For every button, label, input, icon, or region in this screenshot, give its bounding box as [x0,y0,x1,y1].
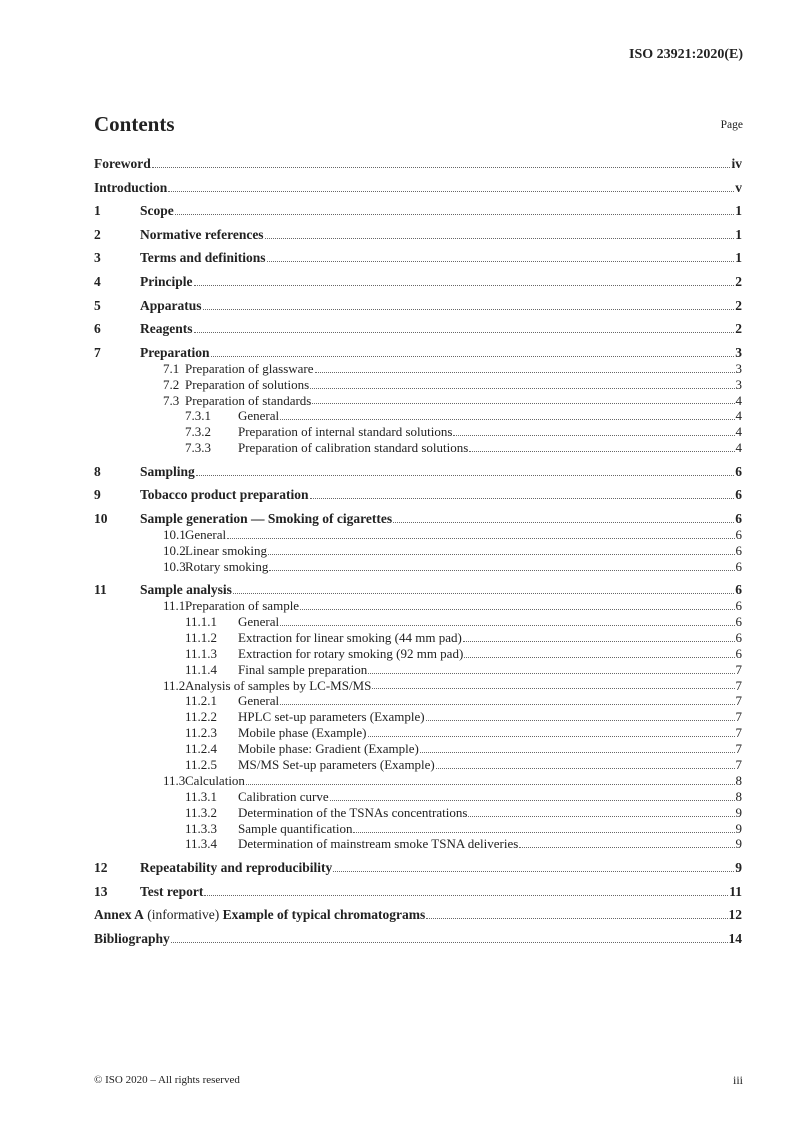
dot-leader [368,736,735,737]
toc-entry-page: 4 [735,392,742,408]
toc-entry-title: HPLC set-up parameters (Example) [238,709,425,725]
toc-entry[interactable] [94,630,742,646]
toc-entry-number: 7.3 [163,392,180,408]
toc-entry-number: 11.1.3 [185,645,218,661]
toc-entry-number: Annex A [94,907,144,923]
toc-entry-number: 9 [94,487,101,503]
toc-entry[interactable] [94,709,742,725]
toc-entry-number: 11.3.4 [185,836,218,852]
toc-entry-page: 9 [735,820,742,836]
toc-entry-title: Terms and definitions [140,250,266,266]
toc-entry-title: Test report [140,883,204,899]
toc-entry-title: Sampling [140,463,195,479]
toc-entry-title: Preparation of standards [185,392,312,408]
toc-entry-page: 2 [735,273,742,289]
toc-entry-title: Introduction [94,179,168,195]
toc-entry-title: Bibliography [94,930,170,946]
toc-entry-page: 4 [735,424,742,440]
dot-leader [265,238,735,239]
toc-entry-number: 11.3 [163,772,186,788]
dot-leader [310,498,735,499]
toc-entry[interactable] [94,789,742,805]
toc-entry-title: Determination of mainstream smoke TSNA deliveries [238,836,519,852]
toc-entry[interactable] [94,321,742,337]
toc-entry[interactable] [94,693,742,709]
toc-entry-page: 6 [735,598,742,614]
toc-entry[interactable] [94,614,742,630]
dot-leader [353,832,734,833]
toc-entry-page: 1 [735,226,742,242]
toc-entry[interactable] [94,757,742,773]
toc-entry-title: Apparatus [140,297,202,313]
toc-entry[interactable] [94,646,742,662]
dot-leader [280,419,734,420]
toc-entry-page: 7 [735,709,742,725]
toc-entry[interactable] [94,487,742,503]
toc-entry-page: 6 [735,582,742,598]
toc-entry-page: 6 [735,487,742,503]
toc-entry-title: MS/MS Set-up parameters (Example) [238,757,435,773]
toc-entry-page: 7 [735,725,742,741]
dot-leader [233,593,734,594]
toc-entry-number: 13 [94,883,108,899]
toc-entry-number: 11.3.2 [185,804,218,820]
dot-leader [300,609,734,610]
toc-entry-title: Reagents [140,321,193,337]
dot-leader [393,522,734,523]
dot-leader [269,570,734,571]
toc-entry[interactable] [94,582,742,598]
page-title: Contents [94,112,175,136]
toc-entry-page: 6 [735,645,742,661]
toc-entry-page: 3 [735,344,742,360]
dot-leader [463,641,735,642]
toc-entry[interactable] [94,203,742,219]
dot-leader [175,214,735,215]
dot-leader [312,403,734,404]
toc-entry-number: 10.2 [163,542,186,558]
toc-entry[interactable] [94,678,742,694]
toc-entry-page: 1 [735,250,742,266]
toc-entry-title: General [238,693,280,709]
toc-entry[interactable] [94,408,742,424]
toc-entry[interactable] [94,837,742,853]
toc-entry[interactable] [94,227,742,243]
toc-entry-number: 11.2 [163,677,186,693]
dot-leader [246,784,735,785]
dot-leader [227,538,734,539]
toc-entry-number: 6 [94,321,101,337]
toc-entry-number: 11.1 [163,598,186,614]
dot-leader [333,871,734,872]
dot-leader [204,895,728,896]
toc-entry-page: 8 [735,788,742,804]
dot-leader [168,191,734,192]
toc-entry[interactable] [94,821,742,837]
dot-leader [426,918,727,919]
toc-entry-title: Repeatability and reproducibility [140,859,333,875]
dot-leader [280,625,734,626]
dot-leader [453,435,734,436]
toc-entry-page: 6 [735,558,742,574]
dot-leader [211,356,735,357]
toc-entry-page: 6 [735,614,742,630]
toc-entry-number: 7 [94,344,101,360]
toc-entry-number: 5 [94,297,101,313]
toc-entry[interactable] [94,884,742,900]
dot-leader [268,554,735,555]
toc-entry-page: 11 [729,883,742,899]
toc-entry[interactable] [94,298,742,314]
toc-entry-page: 6 [735,510,742,526]
toc-entry-page: 6 [735,526,742,542]
toc-entry[interactable] [94,662,742,678]
toc-entry-number: 7.1 [163,360,180,376]
toc-entry-page: 4 [735,408,742,424]
toc-entry-title: Determination of the TSNAs concentrations [238,804,468,820]
dot-leader [426,720,735,721]
dot-leader [315,372,735,373]
toc-entry[interactable] [94,907,742,923]
dot-leader [267,261,735,262]
toc-entry-page: 6 [735,542,742,558]
toc-entry-number: 11.2.4 [185,741,218,757]
toc-entry-page: 3 [735,376,742,392]
toc-entry[interactable] [94,598,742,614]
toc-entry-title: Preparation of internal standard solutions [238,424,453,440]
dot-leader [464,657,734,658]
toc-entry[interactable] [94,931,742,947]
toc-entry-number: 12 [94,859,108,875]
toc-entry-page: 9 [735,836,742,852]
toc-entry[interactable] [94,464,742,480]
toc-entry[interactable] [94,805,742,821]
toc-entry-title: General [238,408,280,424]
toc-entry-title: Principle [140,273,193,289]
toc-entry[interactable] [94,511,742,527]
toc-entry-number: 11.2.2 [185,709,218,725]
toc-entry-number: 11.2.3 [185,725,218,741]
dot-leader [203,309,735,310]
dot-leader [310,388,734,389]
toc-entry-page: iv [731,156,742,171]
dot-leader [420,752,735,753]
toc-entry-title: Mobile phase (Example) [238,725,367,741]
page-column-label: Page [720,119,743,131]
toc-entry[interactable] [94,180,742,196]
toc-entry-page: 7 [735,757,742,773]
toc-entry-number: 7.3.1 [185,408,211,424]
page-number: iii [732,1073,743,1087]
toc-entry-title: Preparation of calibration standard solutions [238,440,469,456]
toc-entry-number: 11 [94,582,107,598]
toc-entry-number: 7.3.3 [185,440,211,456]
toc-entry-title: Analysis of samples by LC-MS/MS [185,677,372,693]
toc-entry-number: 11.1.1 [185,614,218,630]
dot-leader [196,475,734,476]
toc-entry-number: 11.2.1 [185,693,218,709]
toc-entry-title: Sample quantification [238,820,353,836]
toc-entry[interactable] [94,725,742,741]
toc-entry[interactable] [94,274,742,290]
toc-entry-title: Normative references [140,226,264,242]
toc-entry-title: Sample analysis [140,582,232,598]
toc-entry-page: 7 [735,661,742,677]
toc-entry[interactable] [94,860,742,876]
toc-entry[interactable] [94,741,742,757]
toc-entry[interactable] [94,440,742,456]
toc-entry-page: 14 [728,930,742,946]
toc-entry-number: 2 [94,226,101,242]
toc-entry[interactable] [94,424,742,440]
toc-entry-title: Rotary smoking [185,558,269,574]
toc-entry-number: 11.1.4 [185,661,218,677]
dot-leader [468,816,734,817]
toc-entry-title: Mobile phase: Gradient (Example) [238,741,419,757]
toc-entry-note: (informative) [147,907,220,923]
copyright-notice: © ISO 2020 – All rights reserved [94,1074,240,1086]
toc-entry-number: 10.1 [163,526,186,542]
toc-entry-page: 9 [735,859,742,875]
dot-leader [280,704,734,705]
toc-entry[interactable] [94,377,742,393]
toc-entry-number: 10 [94,510,108,526]
toc-entry-page: 2 [735,321,742,337]
toc-entry[interactable] [94,156,742,172]
toc-entry-title: Extraction for rotary smoking (92 mm pad) [238,645,464,661]
toc-entry[interactable] [94,773,742,789]
toc-entry-page: 12 [728,907,742,923]
toc-entry-page: 4 [735,440,742,456]
dot-leader [368,673,734,674]
toc-entry-number: 8 [94,463,101,479]
toc-entry-page: 7 [735,693,742,709]
toc-entry-title: Calculation [185,772,245,788]
toc-entry-page: 1 [735,203,742,219]
toc-entry-page: 2 [735,297,742,313]
toc-entry-number: 11.2.5 [185,757,218,773]
toc-entry-page: 9 [735,804,742,820]
toc-entry-number: 11.3.3 [185,820,218,836]
dot-leader [436,768,735,769]
toc-entry[interactable] [94,559,742,575]
toc-entry-title: Example of typical chromatograms [222,907,426,923]
dot-leader [519,847,734,848]
toc-entry-title: Scope [140,203,174,219]
toc-entry-page: v [735,179,742,195]
toc-entry-title: Final sample preparation [238,661,368,677]
toc-entry-number: 7.3.2 [185,424,211,440]
toc-entry-number: 11.3.1 [185,788,218,804]
dot-leader [372,688,734,689]
toc-entry[interactable] [94,345,742,361]
toc-entry-page: 6 [735,463,742,479]
toc-entry-page: 3 [735,360,742,376]
table-of-contents [94,156,742,947]
toc-entry-title: Tobacco product preparation [140,487,309,503]
dot-leader [194,332,735,333]
dot-leader [330,800,735,801]
toc-entry-title: Foreword [94,156,151,171]
toc-entry-title: General [185,526,227,542]
toc-entry-number: 11.1.2 [185,629,218,645]
toc-entry-title: Preparation of sample [185,598,300,614]
dot-leader [152,167,731,168]
toc-entry[interactable] [94,527,742,543]
toc-entry[interactable] [94,543,742,559]
toc-entry-title: Sample generation — Smoking of cigarettes [140,510,393,526]
toc-entry-page: 7 [735,741,742,757]
toc-entry[interactable] [94,361,742,377]
toc-entry-number: 1 [94,203,101,219]
toc-entry-title: Calibration curve [238,788,329,804]
dot-leader [171,942,728,943]
document-id: ISO 23921:2020(E) [629,47,743,62]
dot-leader [194,285,735,286]
toc-entry-page: 8 [735,772,742,788]
toc-entry[interactable] [94,250,742,266]
toc-entry-title: Extraction for linear smoking (44 mm pad) [238,629,462,645]
toc-entry-title: Preparation [140,344,210,360]
toc-entry-page: 6 [735,629,742,645]
toc-entry-title: Linear smoking [185,542,267,558]
toc-entry-number: 10.3 [163,558,186,574]
toc-entry-page: 7 [735,677,742,693]
toc-entry-title: Preparation of glassware [185,360,314,376]
toc-entry-title: General [238,614,280,630]
toc-entry[interactable] [94,393,742,409]
dot-leader [469,451,734,452]
toc-entry-number: 3 [94,250,101,266]
toc-entry-number: 7.2 [163,376,180,392]
toc-entry-title: Preparation of solutions [185,376,310,392]
toc-entry-number: 4 [94,273,101,289]
